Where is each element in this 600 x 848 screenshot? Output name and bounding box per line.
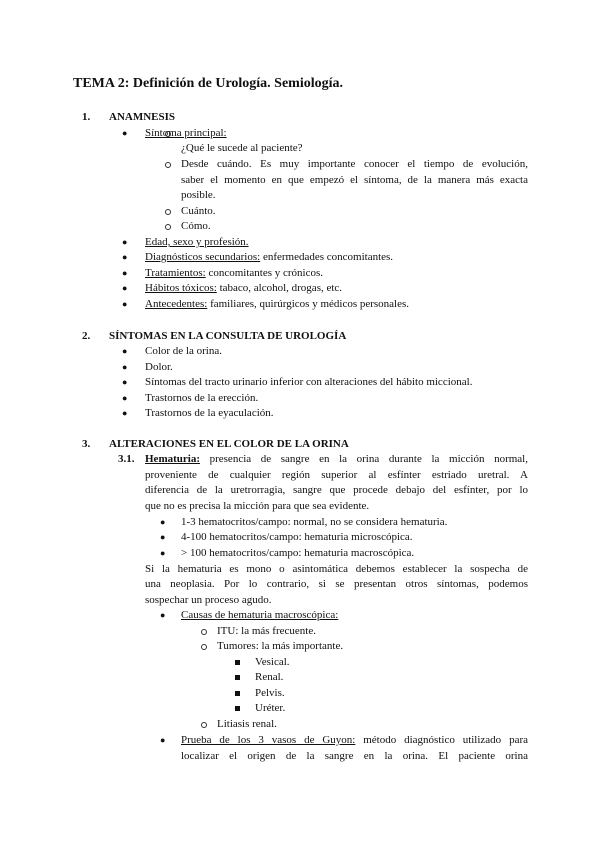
hematuria-paragraph-line: Hematuria: presencia de sangre en la orina durante la micción normal, <box>145 453 528 465</box>
bullet-icon: ● <box>160 610 166 620</box>
list-item: Hábitos tóxicos: tabaco, alcohol, drogas, etc. <box>145 282 343 294</box>
bullet-icon: ● <box>122 299 128 309</box>
sub-sub-list-item: Vesical. <box>255 656 290 668</box>
circle-bullet-icon <box>201 629 207 635</box>
bullet-icon: ● <box>122 128 128 138</box>
circle-bullet-icon <box>165 131 171 137</box>
list-item: Causas de hematuria macroscópica: <box>181 609 339 621</box>
sub-list-item: Cuánto. <box>181 205 216 217</box>
bullet-icon: ● <box>122 377 128 387</box>
circle-bullet-icon <box>165 162 171 168</box>
sub-list-item: Litiasis renal. <box>217 718 277 730</box>
bullet-icon: ● <box>160 532 166 542</box>
list-item: Diagnósticos secundarios: enfermedades concomitantes. <box>145 251 394 263</box>
bullet-icon: ● <box>122 408 128 418</box>
sub-list-item: ¿Qué le sucede al paciente? <box>181 142 303 154</box>
list-item: 4-100 hematocritos/campo: hematuria microscópica. <box>181 531 413 543</box>
list-item: > 100 hematocritos/campo: hematuria macroscópica. <box>181 547 415 559</box>
section-3-heading: ALTERACIONES EN EL COLOR DE LA ORINA <box>109 438 349 450</box>
list-item: Color de la orina. <box>145 345 222 357</box>
list-item: Trastornos de la eyaculación. <box>145 407 274 419</box>
list-item: Edad, sexo y profesión. <box>145 236 249 248</box>
bullet-icon: ● <box>122 346 128 356</box>
list-item: Síntoma principal: <box>145 127 227 139</box>
sub-list-item: Tumores: la más importante. <box>217 640 344 652</box>
list-item: Síntomas del tracto urinario inferior con alteraciones del hábito miccional. <box>145 376 473 388</box>
circle-bullet-icon <box>165 224 171 230</box>
guyon-line: Prueba de los 3 vasos de Guyon: método diagnóstico utilizado para <box>181 734 528 746</box>
hematuria-paragraph-line: diferencia de la uretrorragia, sangre que procede debajo del esfínter, por lo <box>145 484 528 496</box>
sub-list-item: ITU: la más frecuente. <box>217 625 316 637</box>
list-item: Trastornos de la erección. <box>145 392 259 404</box>
sub-list-item-cont: saber el momento en que empezó el síntoma, de la manera más exacta <box>181 174 528 186</box>
paragraph-line: una neoplasia. Por lo contrario, si se presentan otros síntomas, podemos <box>145 578 528 590</box>
bullet-icon: ● <box>160 735 166 745</box>
guyon-line: localizar el origen de la sangre en la orina. El paciente orina <box>181 750 528 762</box>
sub-sub-list-item: Pelvis. <box>255 687 285 699</box>
bullet-icon: ● <box>122 362 128 372</box>
bullet-icon: ● <box>122 252 128 262</box>
list-item: Dolor. <box>145 361 173 373</box>
square-bullet-icon <box>235 691 240 696</box>
bullet-icon: ● <box>122 237 128 247</box>
paragraph-line: sospechar un proceso agudo. <box>145 594 272 606</box>
page-title: TEMA 2: Definición de Urología. Semiología. <box>73 76 344 91</box>
sub-list-item: Cómo. <box>181 220 211 232</box>
section-2-number: 2. <box>82 330 91 342</box>
bullet-icon: ● <box>160 548 166 558</box>
sub-sub-list-item: Renal. <box>255 671 284 683</box>
square-bullet-icon <box>235 660 240 665</box>
square-bullet-icon <box>235 675 240 680</box>
bullet-icon: ● <box>122 268 128 278</box>
section-1-heading: ANAMNESIS <box>109 111 176 123</box>
list-item: 1-3 hematocritos/campo: normal, no se considera hematuria. <box>181 516 448 528</box>
section-2-heading: SÍNTOMAS EN LA CONSULTA DE UROLOGÍA <box>109 330 347 342</box>
hematuria-paragraph-line: que no es precisa la micción para que sea evidente. <box>145 500 370 512</box>
subsection-number: 3.1. <box>118 453 135 465</box>
square-bullet-icon <box>235 706 240 711</box>
paragraph-line: Si la hematuria es mono o asintomática debemos establecer la sospecha de <box>145 563 528 575</box>
bullet-icon: ● <box>122 393 128 403</box>
sub-list-item-cont: posible. <box>181 189 216 201</box>
section-1-number: 1. <box>82 111 91 123</box>
circle-bullet-icon <box>201 722 207 728</box>
section-3-number: 3. <box>82 438 91 450</box>
sub-sub-list-item: Uréter. <box>255 702 286 714</box>
circle-bullet-icon <box>201 644 207 650</box>
bullet-icon: ● <box>160 517 166 527</box>
list-item: Tratamientos: concomitantes y crónicos. <box>145 267 324 279</box>
sub-list-item: Desde cuándo. Es muy importante conocer el tiempo de evolución, <box>181 158 528 170</box>
list-item: Antecedentes: familiares, quirúrgicos y médicos personales. <box>145 298 410 310</box>
bullet-icon: ● <box>122 283 128 293</box>
circle-bullet-icon <box>165 209 171 215</box>
hematuria-paragraph-line: proveniente de cualquier región superior al esfínter estriado uretral. A <box>145 469 528 481</box>
